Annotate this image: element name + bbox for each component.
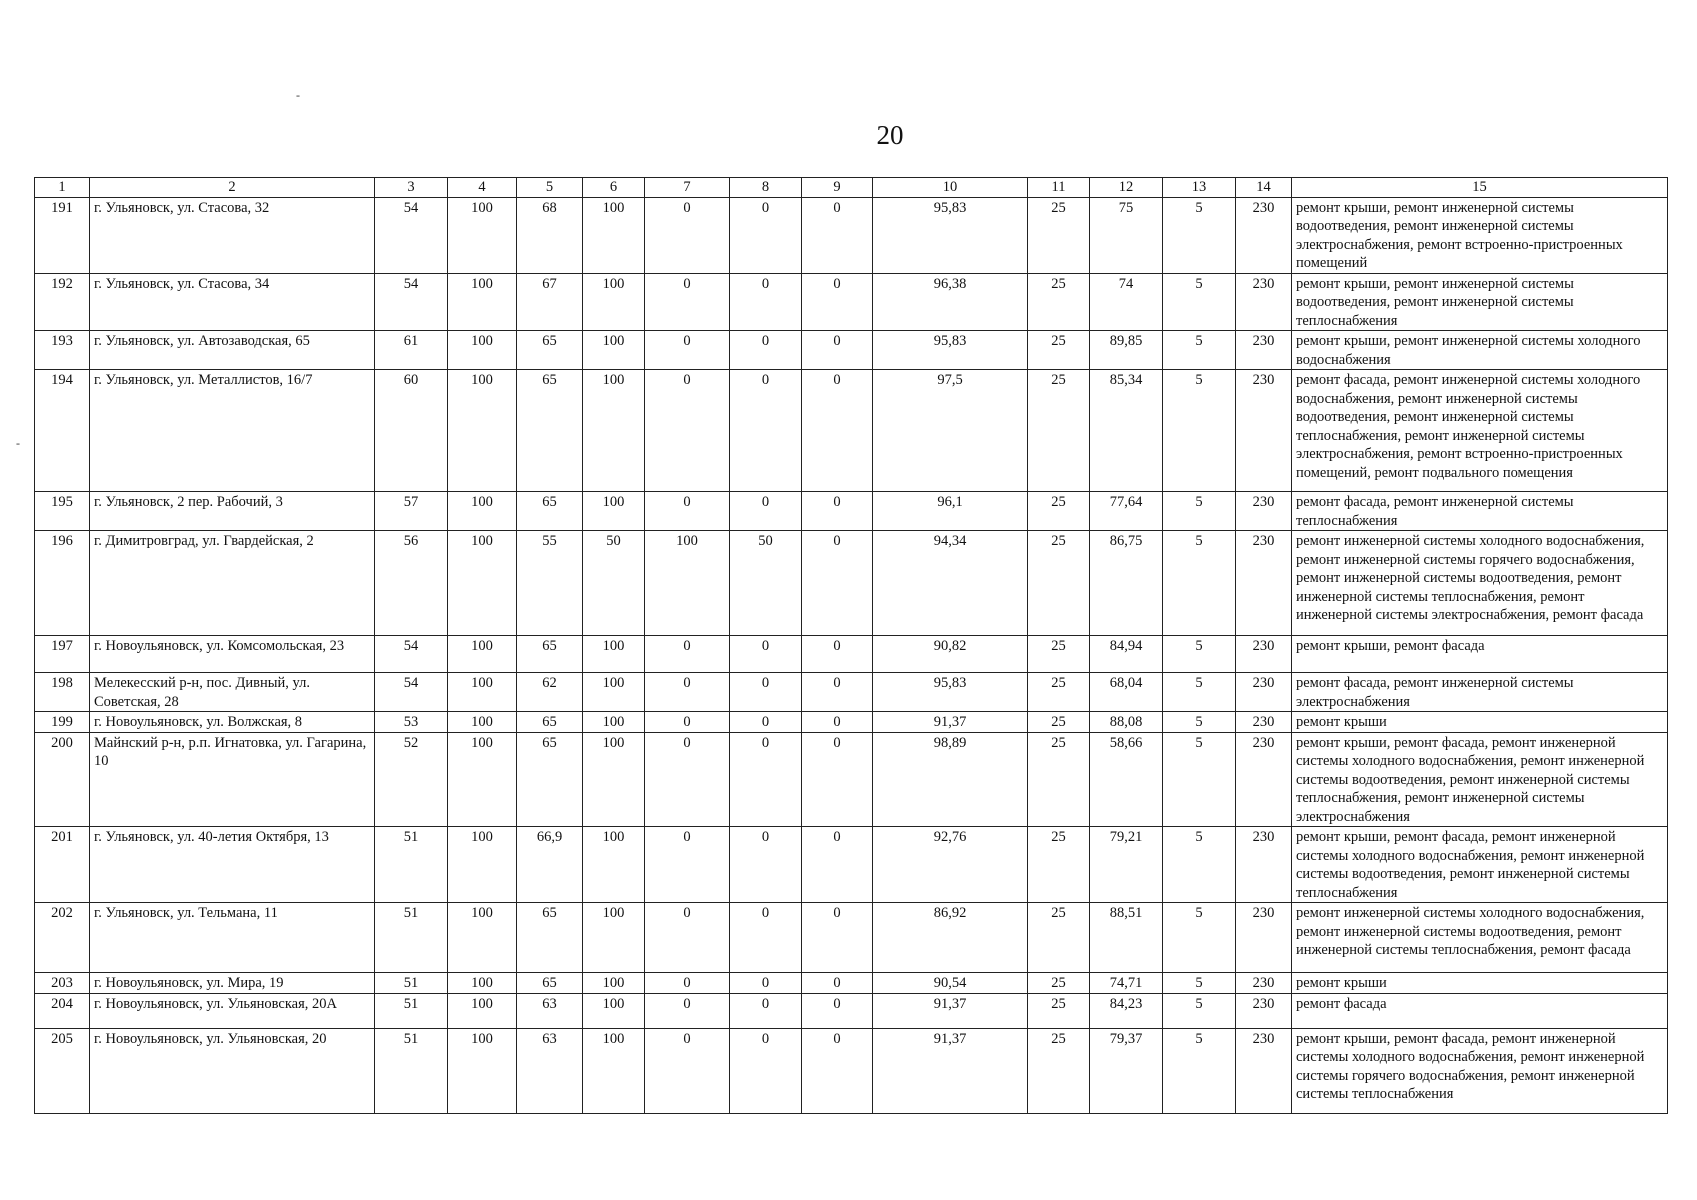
cell-col-6: 100: [583, 636, 645, 673]
cell-col-7: 100: [645, 531, 730, 636]
cell-col-14: 230: [1236, 370, 1292, 492]
cell-col-7: 0: [645, 273, 730, 331]
cell-works-list: ремонт крыши, ремонт инженерной системы холодного водоснабжения: [1292, 331, 1668, 370]
cell-col-14: 230: [1236, 732, 1292, 827]
cell-col-3: 54: [375, 636, 448, 673]
table-row: [35, 827, 1668, 903]
cell-col-6: 100: [583, 673, 645, 712]
cell-col-13: 5: [1163, 732, 1236, 827]
cell-col-12: 74,71: [1090, 973, 1163, 994]
cell-col-10: 86,92: [873, 903, 1028, 973]
cell-address: г. Новоульяновск, ул. Ульяновская, 20: [90, 1028, 375, 1113]
cell-row-number: 195: [35, 492, 90, 531]
table-row: [35, 636, 1668, 673]
cell-col-4: 100: [448, 197, 517, 273]
cell-col-9: 0: [802, 732, 873, 827]
cell-works-list: ремонт фасада: [1292, 993, 1668, 1028]
cell-col-10: 92,76: [873, 827, 1028, 903]
cell-col-7: 0: [645, 331, 730, 370]
cell-col-7: 0: [645, 903, 730, 973]
cell-col-3: 60: [375, 370, 448, 492]
cell-col-14: 230: [1236, 673, 1292, 712]
cell-works-list: ремонт фасада, ремонт инженерной системы теплоснабжения: [1292, 492, 1668, 531]
cell-col-4: 100: [448, 492, 517, 531]
cell-col-9: 0: [802, 492, 873, 531]
cell-col-4: 100: [448, 673, 517, 712]
cell-col-9: 0: [802, 973, 873, 994]
cell-col-11: 25: [1028, 1028, 1090, 1113]
cell-col-3: 52: [375, 732, 448, 827]
cell-col-4: 100: [448, 273, 517, 331]
cell-col-3: 54: [375, 673, 448, 712]
table-row: [35, 273, 1668, 331]
cell-col-5: 66,9: [517, 827, 583, 903]
cell-col-12: 84,94: [1090, 636, 1163, 673]
page-number: 20: [876, 120, 904, 150]
cell-col-11: 25: [1028, 492, 1090, 531]
cell-works-list: ремонт крыши: [1292, 712, 1668, 733]
cell-row-number: 193: [35, 331, 90, 370]
cell-col-6: 100: [583, 273, 645, 331]
cell-col-11: 25: [1028, 531, 1090, 636]
cell-col-5: 65: [517, 712, 583, 733]
cell-col-9: 0: [802, 370, 873, 492]
cell-col-9: 0: [802, 712, 873, 733]
header-cell: 9: [802, 178, 873, 198]
cell-col-14: 230: [1236, 331, 1292, 370]
cell-col-12: 88,51: [1090, 903, 1163, 973]
cell-col-5: 65: [517, 331, 583, 370]
cell-col-4: 100: [448, 712, 517, 733]
cell-col-9: 0: [802, 1028, 873, 1113]
cell-col-13: 5: [1163, 531, 1236, 636]
cell-works-list: ремонт крыши, ремонт фасада, ремонт инженерной системы холодного водоснабжения, ремонт инженерной системы водоотведения, ремонт инженерной системы теплоснабжения: [1292, 827, 1668, 903]
cell-col-10: 96,1: [873, 492, 1028, 531]
cell-col-13: 5: [1163, 712, 1236, 733]
cell-col-3: 56: [375, 531, 448, 636]
header-cell: 2: [90, 178, 375, 198]
cell-col-10: 96,38: [873, 273, 1028, 331]
cell-col-3: 51: [375, 973, 448, 994]
cell-col-3: 51: [375, 993, 448, 1028]
cell-col-6: 100: [583, 1028, 645, 1113]
cell-col-5: 65: [517, 492, 583, 531]
cell-col-13: 5: [1163, 636, 1236, 673]
table-row: [35, 903, 1668, 973]
cell-col-12: 89,85: [1090, 331, 1163, 370]
header-cell: 3: [375, 178, 448, 198]
cell-col-13: 5: [1163, 903, 1236, 973]
cell-col-10: 95,83: [873, 331, 1028, 370]
cell-col-6: 100: [583, 370, 645, 492]
cell-col-14: 230: [1236, 827, 1292, 903]
cell-address: г. Ульяновск, ул. Тельмана, 11: [90, 903, 375, 973]
cell-col-4: 100: [448, 531, 517, 636]
cell-col-5: 65: [517, 732, 583, 827]
cell-col-7: 0: [645, 197, 730, 273]
cell-col-11: 25: [1028, 197, 1090, 273]
cell-col-12: 85,34: [1090, 370, 1163, 492]
cell-col-7: 0: [645, 827, 730, 903]
cell-col-10: 97,5: [873, 370, 1028, 492]
cell-col-4: 100: [448, 636, 517, 673]
cell-col-9: 0: [802, 993, 873, 1028]
cell-col-7: 0: [645, 732, 730, 827]
cell-col-3: 51: [375, 1028, 448, 1113]
cell-col-11: 25: [1028, 732, 1090, 827]
cell-col-9: 0: [802, 903, 873, 973]
table-row: [35, 331, 1668, 370]
cell-col-4: 100: [448, 827, 517, 903]
cell-col-6: 100: [583, 331, 645, 370]
cell-col-6: 50: [583, 531, 645, 636]
cell-address: г. Ульяновск, ул. Стасова, 32: [90, 197, 375, 273]
cell-col-9: 0: [802, 331, 873, 370]
cell-col-12: 84,23: [1090, 993, 1163, 1028]
cell-col-6: 100: [583, 993, 645, 1028]
cell-col-7: 0: [645, 973, 730, 994]
cell-col-14: 230: [1236, 993, 1292, 1028]
cell-col-14: 230: [1236, 973, 1292, 994]
cell-col-12: 86,75: [1090, 531, 1163, 636]
cell-col-4: 100: [448, 993, 517, 1028]
cell-col-13: 5: [1163, 273, 1236, 331]
cell-col-10: 91,37: [873, 1028, 1028, 1113]
cell-col-9: 0: [802, 636, 873, 673]
cell-col-8: 0: [730, 993, 802, 1028]
cell-address: г. Ульяновск, ул. Металлистов, 16/7: [90, 370, 375, 492]
cell-col-7: 0: [645, 636, 730, 673]
cell-col-14: 230: [1236, 903, 1292, 973]
cell-col-7: 0: [645, 370, 730, 492]
cell-col-8: 0: [730, 197, 802, 273]
cell-address: г. Ульяновск, 2 пер. Рабочий, 3: [90, 492, 375, 531]
cell-col-13: 5: [1163, 197, 1236, 273]
table-row: [35, 993, 1668, 1028]
cell-address: Мелекесский р-н, пос. Дивный, ул. Советская, 28: [90, 673, 375, 712]
cell-col-7: 0: [645, 492, 730, 531]
table-row: [35, 197, 1668, 273]
cell-col-10: 95,83: [873, 673, 1028, 712]
cell-col-7: 0: [645, 993, 730, 1028]
cell-col-11: 25: [1028, 331, 1090, 370]
cell-col-14: 230: [1236, 712, 1292, 733]
cell-col-6: 100: [583, 827, 645, 903]
header-cell: 5: [517, 178, 583, 198]
header-cell: 7: [645, 178, 730, 198]
cell-row-number: 196: [35, 531, 90, 636]
table-row: [35, 973, 1668, 994]
header-cell: 15: [1292, 178, 1668, 198]
cell-col-8: 0: [730, 492, 802, 531]
cell-col-5: 63: [517, 1028, 583, 1113]
cell-col-14: 230: [1236, 197, 1292, 273]
cell-col-12: 75: [1090, 197, 1163, 273]
cell-address: г. Ульяновск, ул. 40-летия Октября, 13: [90, 827, 375, 903]
table-body: [35, 178, 1668, 1114]
cell-col-8: 0: [730, 1028, 802, 1113]
header-cell: 1: [35, 178, 90, 198]
cell-address: г. Димитровград, ул. Гвардейская, 2: [90, 531, 375, 636]
cell-address: г. Новоульяновск, ул. Волжская, 8: [90, 712, 375, 733]
cell-col-8: 0: [730, 712, 802, 733]
cell-col-11: 25: [1028, 827, 1090, 903]
cell-col-14: 230: [1236, 273, 1292, 331]
cell-col-12: 77,64: [1090, 492, 1163, 531]
cell-row-number: 202: [35, 903, 90, 973]
cell-address: г. Новоульяновск, ул. Мира, 19: [90, 973, 375, 994]
cell-col-10: 91,37: [873, 712, 1028, 733]
cell-col-10: 95,83: [873, 197, 1028, 273]
table-row: [35, 492, 1668, 531]
cell-col-4: 100: [448, 331, 517, 370]
cell-col-5: 55: [517, 531, 583, 636]
cell-row-number: 205: [35, 1028, 90, 1113]
cell-row-number: 197: [35, 636, 90, 673]
cell-works-list: ремонт крыши: [1292, 973, 1668, 994]
cell-col-5: 68: [517, 197, 583, 273]
cell-address: Майнский р-н, р.п. Игнатовка, ул. Гагарина, 10: [90, 732, 375, 827]
cell-row-number: 194: [35, 370, 90, 492]
cell-works-list: ремонт инженерной системы холодного водоснабжения, ремонт инженерной системы горячего водоснабжения, ремонт инженерной системы водоотведения, ремонт инженерной системы теплоснабжения, ремонт инженерной системы электроснабжения, ремонт фасада: [1292, 531, 1668, 636]
cell-col-8: 0: [730, 370, 802, 492]
cell-col-7: 0: [645, 712, 730, 733]
cell-col-10: 90,54: [873, 973, 1028, 994]
cell-col-14: 230: [1236, 531, 1292, 636]
table-row: [35, 370, 1668, 492]
cell-col-4: 100: [448, 370, 517, 492]
housing-repair-table: [34, 177, 1668, 1114]
cell-col-12: 74: [1090, 273, 1163, 331]
cell-col-7: 0: [645, 1028, 730, 1113]
cell-works-list: ремонт крыши, ремонт фасада, ремонт инженерной системы холодного водоснабжения, ремонт инженерной системы горячего водоснабжения, ремонт инженерной системы теплоснабжения: [1292, 1028, 1668, 1113]
header-cell: 11: [1028, 178, 1090, 198]
header-cell: 14: [1236, 178, 1292, 198]
cell-col-11: 25: [1028, 673, 1090, 712]
cell-col-5: 65: [517, 903, 583, 973]
cell-col-4: 100: [448, 973, 517, 994]
cell-col-13: 5: [1163, 827, 1236, 903]
cell-col-14: 230: [1236, 1028, 1292, 1113]
cell-col-11: 25: [1028, 273, 1090, 331]
cell-col-11: 25: [1028, 903, 1090, 973]
cell-col-3: 54: [375, 197, 448, 273]
cell-address: г. Ульяновск, ул. Автозаводская, 65: [90, 331, 375, 370]
cell-col-12: 88,08: [1090, 712, 1163, 733]
cell-col-7: 0: [645, 673, 730, 712]
table-row: [35, 673, 1668, 712]
cell-col-3: 57: [375, 492, 448, 531]
cell-address: г. Ульяновск, ул. Стасова, 34: [90, 273, 375, 331]
cell-col-10: 94,34: [873, 531, 1028, 636]
cell-col-9: 0: [802, 197, 873, 273]
cell-col-6: 100: [583, 197, 645, 273]
cell-col-5: 65: [517, 973, 583, 994]
header-cell: 4: [448, 178, 517, 198]
cell-row-number: 201: [35, 827, 90, 903]
cell-col-14: 230: [1236, 492, 1292, 531]
cell-col-5: 62: [517, 673, 583, 712]
cell-col-5: 63: [517, 993, 583, 1028]
table-row: [35, 712, 1668, 733]
cell-col-3: 53: [375, 712, 448, 733]
cell-row-number: 198: [35, 673, 90, 712]
cell-works-list: ремонт крыши, ремонт фасада, ремонт инженерной системы холодного водоснабжения, ремонт инженерной системы водоотведения, ремонт инженерной системы теплоснабжения, ремонт инженерной системы электроснабжения: [1292, 732, 1668, 827]
cell-col-13: 5: [1163, 973, 1236, 994]
header-cell: 6: [583, 178, 645, 198]
cell-works-list: ремонт крыши, ремонт инженерной системы водоотведения, ремонт инженерной системы теплоснабжения: [1292, 273, 1668, 331]
cell-address: г. Новоульяновск, ул. Комсомольская, 23: [90, 636, 375, 673]
cell-col-12: 79,37: [1090, 1028, 1163, 1113]
cell-works-list: ремонт крыши, ремонт инженерной системы водоотведения, ремонт инженерной системы электроснабжения, ремонт встроенно-пристроенных помещений: [1292, 197, 1668, 273]
scan-speck: -: [296, 88, 300, 102]
cell-col-5: 67: [517, 273, 583, 331]
table-row: [35, 531, 1668, 636]
cell-col-12: 58,66: [1090, 732, 1163, 827]
cell-col-10: 90,82: [873, 636, 1028, 673]
cell-col-6: 100: [583, 732, 645, 827]
cell-col-13: 5: [1163, 370, 1236, 492]
cell-col-6: 100: [583, 973, 645, 994]
cell-col-5: 65: [517, 636, 583, 673]
header-cell: 8: [730, 178, 802, 198]
cell-col-6: 100: [583, 492, 645, 531]
table-row: [35, 732, 1668, 827]
cell-col-10: 91,37: [873, 993, 1028, 1028]
cell-col-13: 5: [1163, 331, 1236, 370]
cell-col-11: 25: [1028, 636, 1090, 673]
cell-col-8: 0: [730, 273, 802, 331]
cell-col-13: 5: [1163, 492, 1236, 531]
table-row: [35, 1028, 1668, 1113]
cell-col-8: 50: [730, 531, 802, 636]
cell-row-number: 200: [35, 732, 90, 827]
cell-col-9: 0: [802, 531, 873, 636]
cell-col-11: 25: [1028, 712, 1090, 733]
cell-works-list: ремонт инженерной системы холодного водоснабжения, ремонт инженерной системы водоотведения, ремонт инженерной системы теплоснабжения, ремонт фасада: [1292, 903, 1668, 973]
cell-col-4: 100: [448, 903, 517, 973]
cell-col-8: 0: [730, 903, 802, 973]
header-cell: 10: [873, 178, 1028, 198]
cell-col-12: 68,04: [1090, 673, 1163, 712]
cell-col-11: 25: [1028, 993, 1090, 1028]
cell-row-number: 192: [35, 273, 90, 331]
cell-col-12: 79,21: [1090, 827, 1163, 903]
cell-works-list: ремонт фасада, ремонт инженерной системы холодного водоснабжения, ремонт инженерной системы водоотведения, ремонт инженерной системы теплоснабжения, ремонт инженерной системы электроснабжения, ремонт встроенно-пристроенных помещений, ремонт подвального помещения: [1292, 370, 1668, 492]
cell-col-3: 51: [375, 903, 448, 973]
cell-col-11: 25: [1028, 370, 1090, 492]
cell-col-4: 100: [448, 1028, 517, 1113]
cell-col-4: 100: [448, 732, 517, 827]
cell-col-6: 100: [583, 903, 645, 973]
cell-col-3: 61: [375, 331, 448, 370]
cell-col-9: 0: [802, 827, 873, 903]
cell-col-5: 65: [517, 370, 583, 492]
scan-speck: -: [16, 436, 20, 450]
cell-col-6: 100: [583, 712, 645, 733]
cell-row-number: 204: [35, 993, 90, 1028]
cell-col-10: 98,89: [873, 732, 1028, 827]
cell-col-11: 25: [1028, 973, 1090, 994]
cell-col-8: 0: [730, 732, 802, 827]
cell-col-13: 5: [1163, 993, 1236, 1028]
header-cell: 12: [1090, 178, 1163, 198]
cell-col-9: 0: [802, 273, 873, 331]
table-header-row: [35, 178, 1668, 198]
cell-address: г. Новоульяновск, ул. Ульяновская, 20А: [90, 993, 375, 1028]
cell-col-8: 0: [730, 331, 802, 370]
cell-works-list: ремонт фасада, ремонт инженерной системы электроснабжения: [1292, 673, 1668, 712]
cell-col-3: 54: [375, 273, 448, 331]
cell-col-8: 0: [730, 673, 802, 712]
cell-row-number: 199: [35, 712, 90, 733]
cell-col-8: 0: [730, 827, 802, 903]
cell-col-13: 5: [1163, 673, 1236, 712]
cell-col-13: 5: [1163, 1028, 1236, 1113]
cell-col-9: 0: [802, 673, 873, 712]
cell-col-8: 0: [730, 973, 802, 994]
cell-works-list: ремонт крыши, ремонт фасада: [1292, 636, 1668, 673]
cell-col-8: 0: [730, 636, 802, 673]
cell-row-number: 191: [35, 197, 90, 273]
cell-col-14: 230: [1236, 636, 1292, 673]
cell-col-3: 51: [375, 827, 448, 903]
header-cell: 13: [1163, 178, 1236, 198]
cell-row-number: 203: [35, 973, 90, 994]
